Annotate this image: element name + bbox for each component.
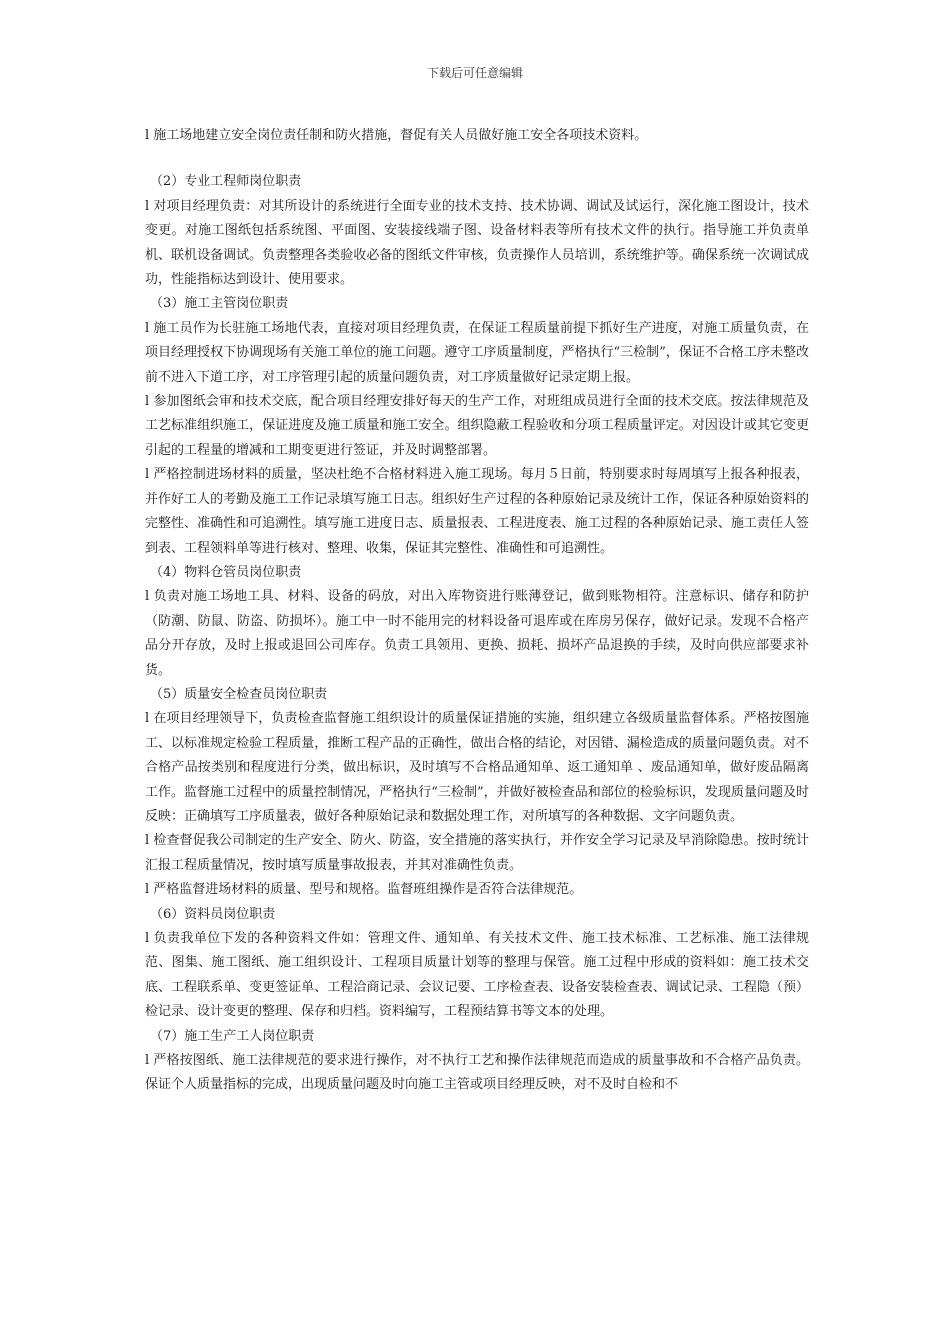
paragraph: l 施工场地建立安全岗位责任制和防火措施，督促有关人员做好施工安全各项技术资料。 bbox=[145, 128, 648, 143]
paragraph: l 对项目经理负责：对其所设计的系统进行全面专业的技术支持、技术协调、调试及试运行，深化施工图设计，技术变更。对施工图纸包括系统图、平面图、安装接线端子图、设备材料表等所有技术文件的执行。指导施工并负责单机、联机设备调试。负责整理各类验收必备的图纸文件审核，负责操作人员培训，系统维护等。确保系统一次调试成功，性能指标达到设计、使用要求。 bbox=[145, 198, 809, 288]
paragraph: l 检查督促我公司制定的生产安全、防火、防盗，安全措施的落实执行，并作安全学习记录及早消除隐患。按时统计汇报工程质量情况，按时填写质量事故报表，并其对准确性负责。 bbox=[145, 833, 809, 873]
paragraph: l 参加图纸会审和技术交底，配合项目经理安排好每天的生产工作，对班组成员进行全面的技术交底。按法律规范及工艺标准组织施工，保证进度及施工质量和施工安全。组织隐蔽工程验收和分项工程质量评定。对因设计或其它变更引起的工程量的增减和工期变更进行签证，并及时调整部署。 bbox=[145, 394, 809, 458]
section-heading: （5）质量安全检查员岗位职责 bbox=[150, 686, 328, 702]
section-heading: （6）资料员岗位职责 bbox=[150, 906, 276, 922]
paragraph: l 负责对施工场地工具、材料、设备的码放，对出入库物资进行账薄登记，做到账物相符。注意标识、储存和防护（防潮、防鼠、防盗、防损坏）。施工中一时不能用完的材料设备可退库或在库房另保存，做好记录。发现不合格产品分开存放，及时上报或退回公司库存。负责工具领用、更换、损耗、损坏产品退换的手续，及时向供应部要求补货。 bbox=[145, 589, 809, 678]
paragraph: l 在项目经理领导下，负责检查监督施工组织设计的质量保证措施的实施，组织建立各级质量监督体系。严格按图施工、以标准规定检验工程质量，推断工程产品的正确性，做出合格的结论，对因错、漏检造成的质量问题负责。对不合格产品按类别和程度进行分类，做出标识，及时填写不合格品通知单、返工通知单 、废品通知单，做好废品隔离工作。监督施工过程中的质量控制情况，严格执行“三检制”，并做好被检查品和部位的检验标识，发现质量问题及时反映：正确填写工序质量表，做好各种原始记录和数据处理工作，对所填写的各种数据、文字问题负责。 bbox=[145, 711, 809, 824]
section-heading: （7）施工生产工人岗位职责 bbox=[150, 1028, 315, 1044]
section-heading: （2）专业工程师岗位职责 bbox=[150, 174, 302, 190]
section-heading: （3）施工主管岗位职责 bbox=[150, 296, 289, 312]
paragraph: l 严格监督进场材料的质量、型号和规格。监督班组操作是否符合法律规范。 bbox=[145, 882, 583, 898]
section-heading: （4）物料仓管员岗位职责 bbox=[150, 564, 302, 580]
paragraph: l 负责我单位下发的各种资料文件如：管理文件、通知单、有关技术文件、施工技术标准、工艺标准、施工法律规范、图集、施工图纸、施工组织设计、工程项目质量计划等的整理与保管。施工过程中形成的资料如：施工技术交底、工程联系单、变更签证单、工程洽商记录、会议记要、工序检查表、设备安装检查表、调试记录、工程隐（预）检记录、设计变更的整理、保存和归档。资料编写，工程预结算书等文本的处理。 bbox=[145, 931, 809, 1020]
document-body bbox=[145, 124, 809, 1098]
page-header: 下载后可任意编辑 bbox=[426, 66, 523, 80]
paragraph: l 施工员作为长驻施工场地代表，直接对项目经理负责，在保证工程质量前提下抓好生产进度，对施工质量负责，在项目经理授权下协调现场有关施工单位的施工问题。遵守工序质量制度，严格执行“三检制”，保证不合格工序未整改前不进入下道工序，对工序管理引起的质量问题负责，对工序质量做好记录定期上报。 bbox=[145, 320, 809, 385]
paragraph: l 严格控制进场材料的质量，坚决杜绝不合格材料进入施工现场。每月５日前，特别要求时每周填写上报各种报表，并作好工人的考勤及施工工作记录填写施工日志。组织好生产过程的各种原始记录及统计工作，保证各种原始资料的完整性、准确性和可追溯性。填写施工进度日志、质量报表、工程进度表、施工过程的各种原始记录、施工责任人签到表、工程领料单等进行核对、整理、收集，保证其完整性、准确性和可追溯性。 bbox=[145, 467, 809, 556]
paragraph: l 严格按图纸、施工法律规范的要求进行操作，对不执行工艺和操作法律规范而造成的质量事故和不合格产品负责。保证个人质量指标的完成，出现质量问题及时向施工主管或项目经理反映，对不及时自检和不 bbox=[145, 1053, 809, 1093]
